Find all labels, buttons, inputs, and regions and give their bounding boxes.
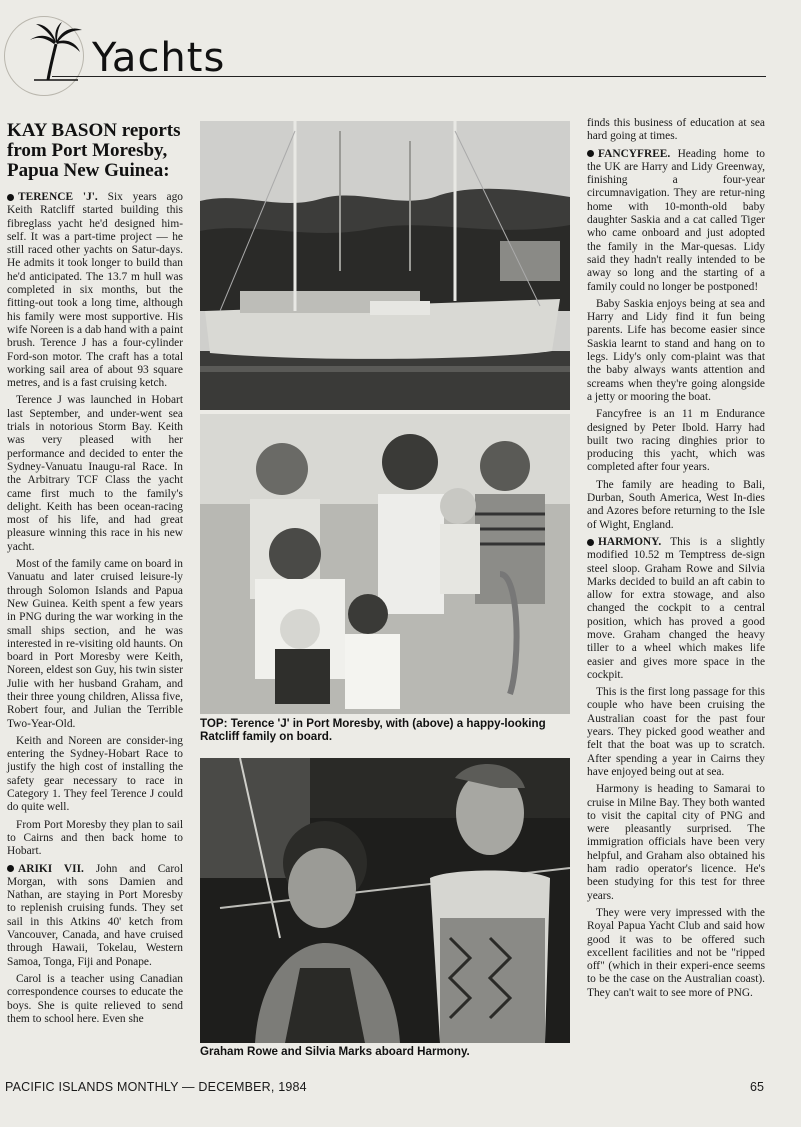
paragraph-lead: HARMONY.	[598, 535, 662, 548]
bullet-icon	[587, 150, 594, 157]
bullet-icon	[7, 865, 14, 872]
paragraph-lead: ARIKI VII.	[18, 862, 84, 875]
paragraph-text: From Port Moresby they plan to sail to Cairns and then back home to Hobart.	[7, 818, 183, 858]
article-paragraph	[7, 973, 183, 1026]
article-paragraph	[587, 148, 765, 294]
header-rule	[52, 76, 766, 77]
column-left-body	[7, 191, 183, 1026]
article-headline: KAY BASON reports from Port Moresby, Papua New Guinea:	[7, 120, 181, 181]
paragraph-text: John and Carol Morgan, with sons Damien and Nathan, are staying in Port Moresby to replenish cruising funds. They set sail in this Atkins 40' ketch from Vancouver, Canada, and have cruised through Hawaii, Tokelau, Western Samoa, Tonga, Fiji and Ponape.	[7, 862, 183, 968]
article-paragraph	[7, 394, 183, 554]
article-paragraph	[587, 408, 765, 474]
paragraph-text: Keith and Noreen are consider-ing entering the Sydney-Hobart Race to justify the high cost of installing the safety gear necessary to race in Category 1. They feel Terence J could do quite well.	[7, 734, 183, 814]
article-paragraph	[587, 536, 765, 682]
article-column-left	[7, 121, 183, 1030]
article-paragraph	[7, 558, 183, 731]
paragraph-lead: TERENCE 'J'.	[18, 191, 98, 203]
article-column-right	[587, 117, 765, 1004]
top-caption-text: TOP: Terence 'J' in Port Moresby, with (above) a happy-looking Ratcliff family on board.	[200, 717, 546, 743]
footer-publication: PACIFIC ISLANDS MONTHLY — DECEMBER, 1984	[5, 1080, 307, 1094]
paragraph-text: This is the first long passage for this couple who have been cruising the Australian coast for the past four years. They picked good weather and felt that the boat was up to scratch. After spending a year in Cairns they have enjoyed being out at sea.	[587, 686, 765, 778]
paragraph-text: Most of the family came on board in Vanuatu and later cruised leisure-ly through Solomon Islands and Papua New Guinea. Keith spent a few years in PNG during the war working in the small ships section, and he was interested in re-visiting old haunts. On board in Port Moresby were Keith, Noreen, eldest son Guy, his twin sister Julie with her husband Graham, and their three young children, Alissa five, Robert four, and Julian the Terrible Two-Year-Old.	[7, 558, 183, 730]
paragraph-text: Carol is a teacher using Canadian correspondence courses to educate the boys. She is quite relieved to send them to school here. Even she	[7, 972, 183, 1025]
bottom-photo-caption	[200, 1045, 570, 1058]
paragraph-text: This is a slightly modified 10.52 m Temptress de-sign steel sloop. Graham Rowe and Silvia Marks decided to build an aft cabin to allow for extra stowage, and also changed the cockpit to a central position, which has proved a good move. Graham changed the heavy tiller to a wheel which makes life easier and gives more space in the cockpit.	[587, 535, 765, 681]
bottom-caption-text: Graham Rowe and Silvia Marks aboard Harmony.	[200, 1045, 470, 1058]
article-paragraph	[587, 479, 765, 532]
article-paragraph	[587, 298, 765, 404]
column-right-body	[587, 117, 765, 1000]
family-photo	[200, 414, 570, 714]
paragraph-text: Six years ago Keith Ratcliff started building this fibreglass yacht he'd designed him-self. It was a part-time project — he still raced other yachts on Satur-days. He admits it took longer to build than he'd anticipated. The 13.7 m hull was completed in six months, but the fitting-out took a long time, although his family were most supportive. His wife Noreen is a dab hand with a paint brush. Terence J has a four-cylinder Ford-son motor. The craft has a total working sail area of about 93 square metres, and is a fast cruising ketch.	[7, 191, 184, 390]
paragraph-text: Baby Saskia enjoys being at sea and Harry and Lidy find it fun being parents. Life has become easier since Saskia learnt to stand and hang on to legs. Lidy's only com-plaint was that the baby always wants attention and screams when they're going alongside a jetty or mooring the boat.	[587, 297, 765, 403]
article-paragraph	[7, 191, 183, 390]
page-number: 65	[750, 1080, 764, 1094]
harmony-crew-photo	[200, 758, 570, 1043]
palm-tree-icon	[26, 20, 84, 82]
paragraph-text: Terence J was launched in Hobart last September, and under-went sea trials in notorious Storm Bay. Keith was very pleased with her performance and decided to enter the Sydney-Vanuatu Inaugu-ral Race. In the Arbitrary TCF Class the yacht came first much to the family's delight. Keith has been ocean-racing most of his life, and had great pleasure winning this race in his new yacht.	[7, 394, 183, 553]
paragraph-text: Fancyfree is an 11 m Endurance designed by Peter Ibold. Harry had built two racing dinghies prior to producing this yacht, which was completed after four years.	[587, 408, 765, 474]
article-paragraph	[587, 907, 765, 1000]
article-paragraph	[7, 735, 183, 815]
article-paragraph	[587, 686, 765, 779]
paragraph-lead: FANCYFREE.	[598, 147, 671, 160]
bullet-icon	[587, 539, 594, 546]
paragraph-text: They were very impressed with the Royal Papua Yacht Club and said how good it was to be offered such excellent facilities and not be "ripped off" (which in their experi-ence seems to be the case on the Australian coast). They can't wait to see more of PNG.	[587, 906, 765, 999]
paragraph-text: finds this business of education at sea hard going at times.	[587, 117, 765, 143]
paragraph-text: Harmony is heading to Samarai to cruise in Milne Bay. They both wanted to visit the capital city of PNG and were pleasantly surprised. The immigration officials have been very helpful, and Graham also obtained his ham radio operator's licence. He's been studying for this test for three years.	[587, 783, 765, 902]
section-title: Yachts	[92, 35, 226, 81]
bullet-icon	[7, 194, 14, 201]
article-paragraph	[587, 117, 765, 144]
article-paragraph	[587, 783, 765, 903]
article-paragraph	[7, 819, 183, 859]
paragraph-text: The family are heading to Bali, Durban, South America, West In-dies and Azores before returning to the Isle of Wight, England.	[587, 478, 765, 531]
yacht-photo	[200, 121, 570, 410]
paragraph-text: Heading home to the UK are Harry and Lidy Greenway, finishing a four-year circumnavigation. They are retur-ning home with 10-month-old baby daughter Saskia and a cat called Tiger who came onboard and just adopted the family in the Mar-quesas. Lidy said they hadn't really intended to be away so long and the starting of a family could no longer be postponed!	[587, 147, 765, 293]
top-photo-caption	[200, 717, 570, 743]
article-paragraph	[7, 863, 183, 969]
